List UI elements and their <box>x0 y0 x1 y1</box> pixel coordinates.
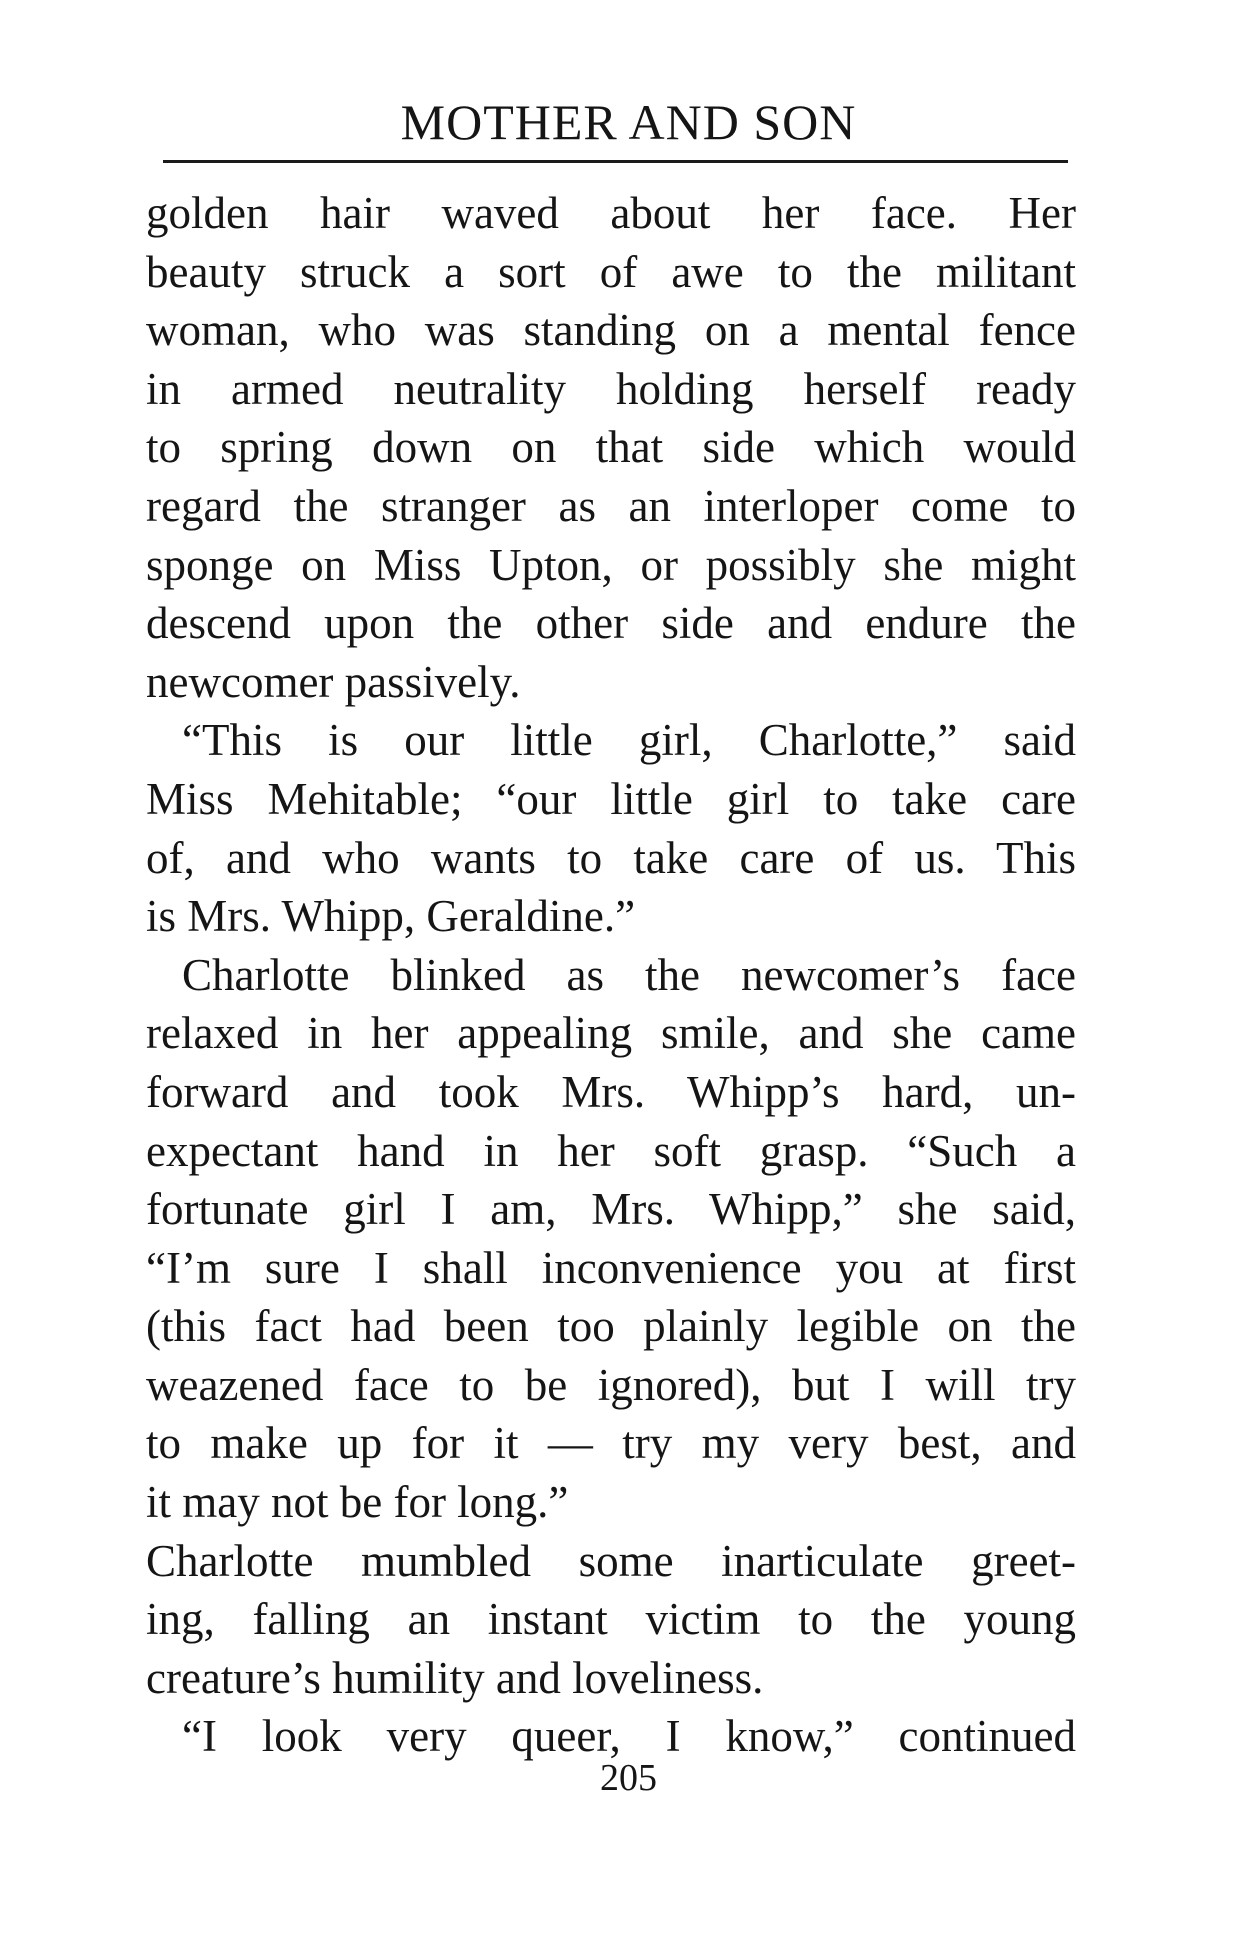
running-head: MOTHER AND SON <box>400 94 857 150</box>
text-line: weazened face to be ignored), but I will try <box>146 1359 1076 1410</box>
text-line: fortunate girl I am, Mrs. Whipp,” she said, <box>146 1184 1076 1235</box>
text-line: Miss Mehitable; “our little girl to take care <box>146 773 1076 824</box>
text-line: golden hair waved about her face. Her <box>146 188 1076 238</box>
text-line: in armed neutrality holding herself ready <box>146 363 1076 414</box>
text-line: beauty struck a sort of awe to the militant <box>146 246 1076 297</box>
text-line: “I’m sure I shall inconvenience you at first <box>146 1242 1076 1293</box>
page-number: 205 <box>600 1757 657 1799</box>
text-line: ing, falling an instant victim to the young <box>146 1594 1076 1645</box>
text-line: creature’s humility and loveliness. <box>146 1652 764 1703</box>
text-line: expectant hand in her soft grasp. “Such a <box>146 1125 1076 1176</box>
text-line: regard the stranger as an interloper come to <box>146 480 1076 531</box>
text-line: “This is our little girl, Charlotte,” said <box>182 715 1076 766</box>
text-line: “I look very queer, I know,” continued <box>182 1711 1076 1762</box>
text-line: forward and took Mrs. Whipp’s hard, un- <box>146 1066 1076 1117</box>
text-line: woman, who was standing on a mental fence <box>146 305 1076 356</box>
text-line: descend upon the other side and endure the <box>146 598 1076 649</box>
header-rule <box>163 160 1068 163</box>
body-text <box>146 184 1076 1766</box>
text-line: sponge on Miss Upton, or possibly she might <box>146 539 1076 590</box>
text-line: to spring down on that side which would <box>146 422 1076 473</box>
text-line: is Mrs. Whipp, Geraldine.” <box>146 891 636 942</box>
text-line: to make up for it — try my very best, and <box>146 1418 1076 1469</box>
text-line: it may not be for long.” <box>146 1477 569 1528</box>
text-line: Charlotte mumbled some inarticulate greet- <box>146 1535 1076 1586</box>
text-line: (this fact had been too plainly legible on the <box>146 1301 1076 1352</box>
text-line: Charlotte blinked as the newcomer’s face <box>182 949 1076 1000</box>
text-line: relaxed in her appealing smile, and she came <box>146 1008 1076 1059</box>
text-line: newcomer passively. <box>146 656 521 707</box>
text-line: of, and who wants to take care of us. This <box>146 832 1076 883</box>
